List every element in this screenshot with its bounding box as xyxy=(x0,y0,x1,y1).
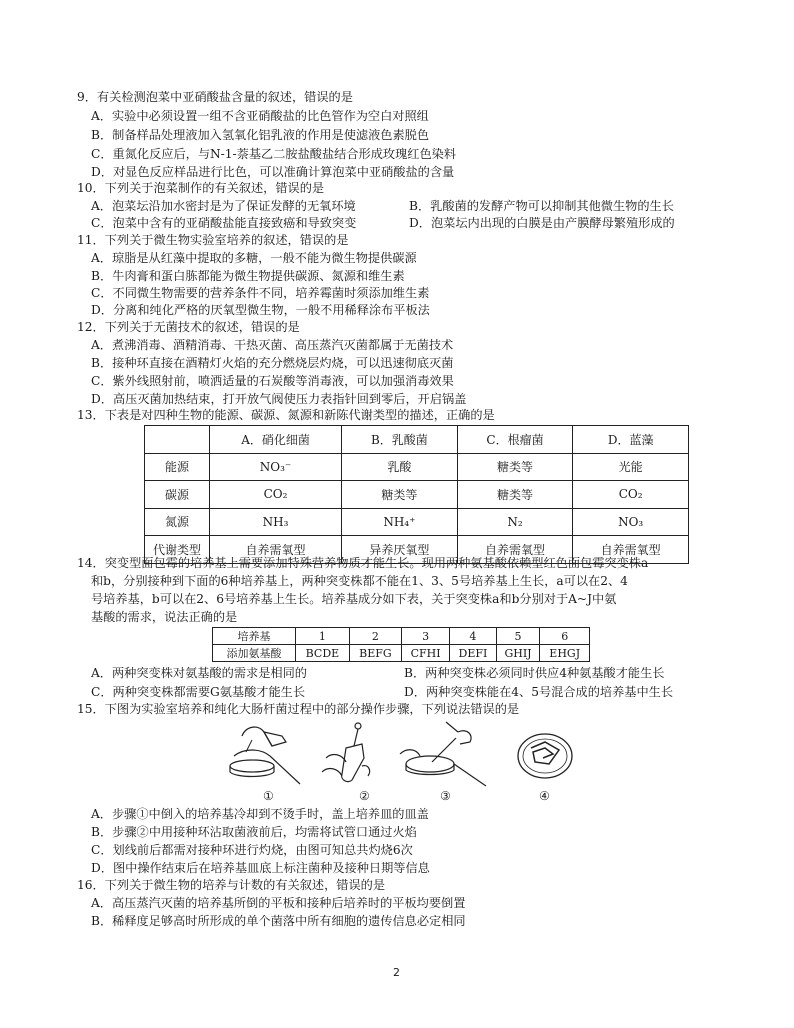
question-14-stem-line-2: 和b，分别接种到下面的6种培养基上，两种突变株都不能在1、3、5号培养基上生长，a可以在2、4 xyxy=(91,574,628,588)
table-cell: BEFG xyxy=(349,645,401,662)
page-number: 2 xyxy=(393,966,400,979)
table-cell: 自养需氧型 xyxy=(573,536,689,564)
question-11-option-c: C．不同微生物需要的营养条件不同，培养霉菌时须添加维生素 xyxy=(91,286,430,300)
table-header-cell: 4 xyxy=(450,628,496,645)
table-row xyxy=(145,481,689,509)
table-cell: NO₃⁻ xyxy=(210,453,342,481)
table-row xyxy=(145,453,689,481)
table-header-cell: 1 xyxy=(296,628,350,645)
table-cell: 糖类等 xyxy=(457,453,573,481)
question-16-stem: 16．下列关于微生物的培养与计数的有关叙述，错误的是 xyxy=(77,878,386,892)
question-14-option-d: D．两种突变株能在4、5号混合成的培养基中生长 xyxy=(404,685,674,699)
figure-label-3: ③ xyxy=(440,789,451,803)
table-header-row xyxy=(213,628,590,645)
table-header-cell: A．硝化细菌 xyxy=(210,426,342,454)
table-cell: NH₃ xyxy=(210,508,342,536)
figure-label-1: ① xyxy=(263,789,274,803)
question-15-option-d: D．图中操作结束后在培养基皿底上标注菌种及接种日期等信息 xyxy=(91,861,430,875)
table-header-cell: 3 xyxy=(401,628,449,645)
question-11-option-b: B．牛肉膏和蛋白胨都能为微生物提供碳源、氮源和维生素 xyxy=(91,269,405,283)
question-9-option-c: C．重氮化反应后，与N-1-萘基乙二胺盐酸盐结合形成玫瑰红色染料 xyxy=(91,147,457,161)
question-14-stem-line-4: 基酸的需求，说法正确的是 xyxy=(91,610,238,624)
question-9-option-b: B．制备样品处理液加入氢氧化铝乳液的作用是使滤液色素脱色 xyxy=(91,128,430,142)
table-cell: 光能 xyxy=(573,453,689,481)
table-cell: CFHI xyxy=(401,645,449,662)
table-cell: BCDE xyxy=(296,645,350,662)
table-cell: 乳酸 xyxy=(342,453,458,481)
figure-label-4: ④ xyxy=(539,789,550,803)
table-header-cell: D．蓝藻 xyxy=(573,426,689,454)
table-cell: NO₃ xyxy=(573,508,689,536)
question-14-stem-line-1: 14．突变型面包霉的培养基上需要添加特殊营养物质才能生长。现用两种氨基酸依赖型红色面包霉突变株a xyxy=(77,556,649,570)
step-2-inoculation-loop-figure xyxy=(318,718,378,788)
table-cell: 自养需氧型 xyxy=(210,536,342,564)
table-row-header: 能源 xyxy=(145,453,210,481)
question-12-option-a: A．煮沸消毒、酒精消毒、干热灭菌、高压蒸汽灭菌都属于无菌技术 xyxy=(91,338,454,352)
question-11-option-a: A．琼脂是从红藻中提取的多糖，一般不能为微生物提供碳源 xyxy=(91,251,417,265)
table-row-header: 添加氨基酸 xyxy=(213,645,296,662)
question-11-stem: 11．下列关于微生物实验室培养的叙述，错误的是 xyxy=(77,233,349,247)
table-cell: GHIJ xyxy=(496,645,540,662)
question-9-stem: 9．有关检测泡菜中亚硝酸盐含量的叙述，错误的是 xyxy=(77,90,353,104)
table-header-cell: 5 xyxy=(496,628,540,645)
table-cell: 自养需氧型 xyxy=(457,536,573,564)
question-13-table xyxy=(144,425,689,564)
table-cell: CO₂ xyxy=(210,481,342,509)
question-9-option-d: D．对显色反应样品进行比色，可以准确计算泡菜中亚硝酸盐的含量 xyxy=(91,165,455,179)
step-1-pour-plate-figure xyxy=(224,718,306,788)
table-cell: DEFI xyxy=(450,645,496,662)
table-row xyxy=(145,508,689,536)
question-15-option-b: B．步骤②中用接种环沾取菌液前后，均需将试管口通过火焰 xyxy=(91,825,417,839)
table-header-cell: C．根瘤菌 xyxy=(457,426,573,454)
table-cell: EHGJ xyxy=(540,645,590,662)
table-header-cell: 培养基 xyxy=(213,628,296,645)
question-14-option-b: B．两种突变株必须同时供应4种氨基酸才能生长 xyxy=(404,666,665,680)
table-cell xyxy=(145,426,210,454)
question-15-option-c: C．划线前后都需对接种环进行灼烧，由图可知总共灼烧6次 xyxy=(91,843,413,857)
table-header-cell: 2 xyxy=(349,628,401,645)
question-14-option-c: C．两种突变株都需要G氨基酸才能生长 xyxy=(91,685,306,699)
question-12-option-d: D．高压灭菌加热结束，打开放气阀使压力表指针回到零后，开启锅盖 xyxy=(91,392,467,406)
question-12-stem: 12．下列关于无菌技术的叙述，错误的是 xyxy=(77,320,300,334)
step-4-plate-result-figure xyxy=(515,718,575,788)
table-cell: 糖类等 xyxy=(342,481,458,509)
question-10-stem: 10．下列关于泡菜制作的有关叙述，错误的是 xyxy=(77,181,325,195)
table-row-header: 氮源 xyxy=(145,508,210,536)
question-11-option-d: D．分离和纯化严格的厌氧型微生物，一般不用稀释涂布平板法 xyxy=(91,303,430,317)
table-header-cell: B．乳酸菌 xyxy=(342,426,458,454)
question-10-option-c: C．泡菜中含有的亚硝酸盐能直接致癌和导致突变 xyxy=(91,216,357,230)
table-cell: N₂ xyxy=(457,508,573,536)
table-row xyxy=(213,645,590,662)
question-14-option-a: A．两种突变株对氨基酸的需求是相同的 xyxy=(91,666,307,680)
question-15-option-a: A．步骤①中倒入的培养基冷却到不烫手时，盖上培养皿的皿盖 xyxy=(91,807,429,821)
figure-label-2: ② xyxy=(359,789,370,803)
question-12-option-b: B．接种环直接在酒精灯火焰的充分燃烧层灼烧，可以迅速彻底灭菌 xyxy=(91,356,454,370)
question-16-option-a: A．高压蒸汽灭菌的培养基所倒的平板和接种后培养时的平板均要倒置 xyxy=(91,896,466,910)
table-row-header: 碳源 xyxy=(145,481,210,509)
table-row-header: 代谢类型 xyxy=(145,536,210,564)
question-10-option-a: A．泡菜坛沿加水密封是为了保证发酵的无氧环境 xyxy=(91,199,356,213)
question-16-option-b: B．稀释度足够高时所形成的单个菌落中所有细胞的遗传信息必定相同 xyxy=(91,914,466,928)
question-12-option-c: C．紫外线照射前，喷洒适量的石炭酸等消毒液，可以加强消毒效果 xyxy=(91,374,454,388)
question-13-stem: 13．下表是对四种生物的能源、碳源、氮源和新陈代谢类型的描述，正确的是 xyxy=(77,408,495,422)
step-3-streak-plate-figure xyxy=(396,718,492,788)
table-cell: NH₄⁺ xyxy=(342,508,458,536)
table-header-cell: 6 xyxy=(540,628,590,645)
question-10-option-b: B．乳酸菌的发酵产物可以抑制其他微生物的生长 xyxy=(409,199,674,213)
question-10-option-d: D．泡菜坛内出现的白膜是由产膜酵母繁殖形成的 xyxy=(409,216,675,230)
table-cell: CO₂ xyxy=(573,481,689,509)
table-cell: 异养厌氧型 xyxy=(342,536,458,564)
table-header-row xyxy=(145,426,689,454)
table-cell: 糖类等 xyxy=(457,481,573,509)
question-15-stem: 15．下图为实验室培养和纯化大肠杆菌过程中的部分操作步骤，下列说法错误的是 xyxy=(77,702,520,716)
question-14-table xyxy=(212,627,590,662)
question-9-option-a: A．实验中必须设置一组不含亚硝酸盐的比色管作为空白对照组 xyxy=(91,109,429,123)
question-14-stem-line-3: 号培养基，b可以在2、6号培养基上生长。培养基成分如下表，关于突变株a和b分别对于A~J中氨 xyxy=(91,592,617,606)
